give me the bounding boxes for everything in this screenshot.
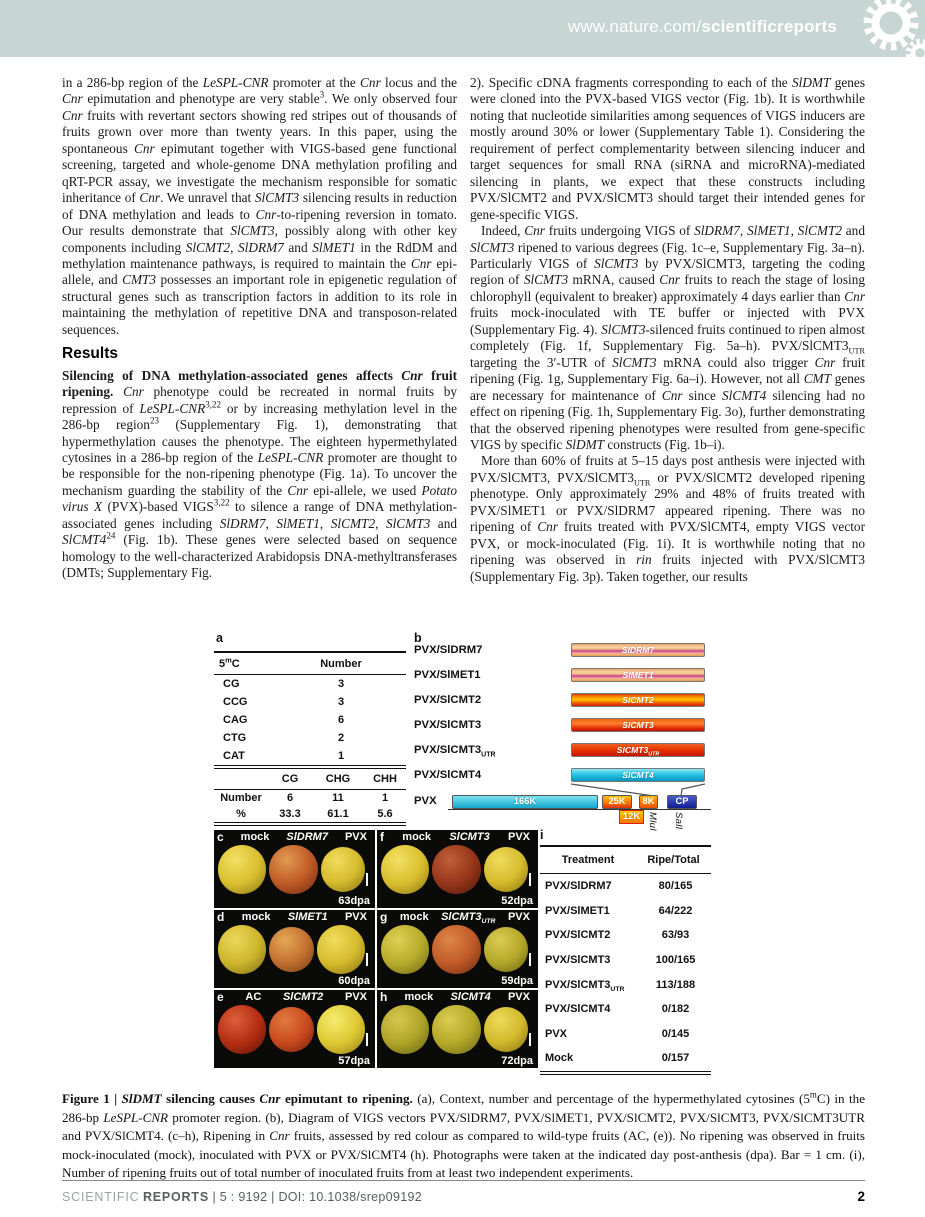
- table-header-row: [214, 653, 406, 674]
- tomato-photo: [317, 1005, 365, 1054]
- tomato-photo: [269, 927, 313, 972]
- table-row: % 33.3 61.1 5.6: [236, 808, 393, 820]
- tomato-photo: [381, 1005, 429, 1054]
- site-url: [568, 17, 837, 37]
- fruit-photo-grid: [214, 830, 538, 1068]
- scale-bar: [529, 873, 531, 886]
- methylation-context-table: [214, 651, 406, 826]
- genome-segment-8k: 8K: [639, 795, 658, 809]
- tomato-photo: [432, 845, 480, 894]
- journal-name-light: SCIENTIFIC: [62, 1190, 140, 1204]
- vector-insert-bar: SlDRM7: [571, 643, 705, 657]
- article-body: [62, 75, 865, 630]
- tomato-photo: [381, 845, 429, 894]
- dpa-label: 57dpa: [338, 1055, 370, 1067]
- table-row: CCG 3: [223, 696, 345, 708]
- figure-panel-d: d mock SlMET1 PVX 60dpa: [214, 910, 375, 988]
- genome-line: [448, 809, 711, 810]
- col-header-number: Number: [320, 657, 362, 670]
- genome-segment-166k: 166K: [452, 795, 598, 809]
- panel-i-label: i: [540, 828, 544, 842]
- table-row: Number 6 11 1: [220, 792, 389, 804]
- restriction-site-mlui: MluI: [647, 812, 658, 832]
- tomato-photo: [321, 847, 365, 892]
- tomato-photo: [218, 845, 266, 894]
- vector-insert-bar: SlCMT2: [571, 693, 705, 707]
- scale-bar: [366, 1033, 368, 1046]
- genome-segment-cp: CP: [667, 795, 697, 809]
- tomato-photo: [381, 925, 429, 974]
- body-paragraph: 2). Specific cDNA fragments corresponding to each of the SlDMT genes were cloned into the PVX-based VIGS vector (Fig. 1b). It is worthwhile noting that nucleotide similarities among sequences of VIGS inducers are mostly around 30% or lower (Supplementary Table 1). Considering the requirement of perfect complementarity between silencing inducer and target sequences for small RNA (siRNA and microRNA)-mediated silencing in plants, we expect that these constructs including PVX/SlCMT2 and PVX/SlCMT3 should target their intended genes for gene-specific VIGS.: [470, 75, 865, 222]
- results-heading: Results: [62, 345, 118, 363]
- panel-b-label: b: [414, 631, 422, 645]
- tomato-photo: [484, 927, 528, 972]
- figure-panel-h: h mock SlCMT4 PVX 72dpa: [377, 990, 538, 1068]
- genome-segment-25k: 25K: [602, 795, 632, 809]
- dpa-label: 72dpa: [501, 1055, 533, 1067]
- scale-bar: [366, 873, 368, 886]
- table-row: PVX/SlDRM7 80/165: [545, 880, 693, 893]
- table-row: Mock 0/157: [545, 1052, 690, 1065]
- col-header-5mc: 5$^m$C: [219, 654, 240, 670]
- tomato-photo: [269, 845, 317, 894]
- col-header-treatment: Treatment: [561, 854, 615, 866]
- table-row: PVX/SlCMT3 100/165: [545, 954, 696, 967]
- col-header-ripe-total: Ripe/Total: [647, 854, 700, 866]
- site-url-regular: www.nature.com/: [567, 17, 702, 36]
- vector-insert-bar: $SlCMT3_{UTR}$: [571, 743, 705, 757]
- table-row: PVX 0/145: [545, 1027, 690, 1040]
- vigs-vector-row: PVX/SlCMT4 SlCMT4: [414, 767, 711, 783]
- tomato-photo: [269, 1007, 313, 1052]
- body-paragraph: More than 60% of fruits at 5–15 days post anthesis were injected with PVX/SlCMT3, PVX/$SlCMT3_{UTR}$ or PVX/SlCMT2 developed ripening phenotype. Only approximately 29% and 48% of fruits treated with PVX/SlMET1 or PVX/SlDRM7 appeared ripening. There was no ripening of Cnr fruits treated with PVX/SlCMT4, empty VIGS vector PVX, or mock-inoculated (Fig. 1i). It is worthwhile noting that no ripening was observed in rin fruits injected with PVX/SlCMT3 (Supplementary Fig. 3p). Taken together, our results: [470, 453, 865, 584]
- vigs-vector-row: PVX/SlCMT3 SlCMT3: [414, 717, 711, 733]
- table-header-row: CG CHG CHH: [281, 773, 397, 785]
- ripening-results-table: [540, 845, 711, 1075]
- figure-caption: Figure 1 | SlDMT silencing causes Cnr epimutant to ripening. (a), Context, number and percentage of the hypermethylated cytosines (5$^m$C) in the 286-bp LeSPL-CNR promoter region. (b), Diagram of VIGS vectors PVX/SlDRM7, PVX/SlMET1, PVX/SlCMT2, PVX/SlCMT3, PVX/SlCMT3UTR and PVX/SlCMT4. (c–h), Ripening in Cnr fruits, assessed by red colour as compared to wild-type fruits (AC, (e)). No ripening was observed in fruits mock-inoculated (mock), inoculated with PVX or PVX/SlCMT4 (h). Photographs were taken at the indicated day post-anthesis (dpa). Bar = 1 cm. (i), Number of ripening fruits out of total number of inoculated fruits from at least two independent experiments.: [62, 1089, 866, 1181]
- genome-segment-12k: 12K: [619, 810, 644, 824]
- vector-insert-bar: SlCMT4: [571, 768, 705, 782]
- tomato-photo: [432, 925, 480, 974]
- right-column: [470, 75, 865, 630]
- body-paragraph: Silencing of DNA methylation-associated genes affects Cnr fruit ripening. Cnr phenotype could be recreated in normal fruits by repression of LeSPL-CNR$^{3,22}$ or by increasing methylation level in the 286-bp region$^{23}$ (Supplementary Fig. 1), demonstrating that hypermethylation causes the phenotype. The eighteen hypermethylated cytosines in a 286-bp region of the LeSPL-CNR promoter are thought to be responsible for the non-ripening phenotype (Fig. 1a). To uncover the mechanism guarding the stability of the Cnr epi-allele, we used Potato virus X (PVX)-based VIGS$^{3,22}$ to silence a range of DNA methylation-associated genes including SlDRM7, SlMET1, SlCMT2, SlCMT3 and $SlCMT4^{24}$ (Fig. 1b). These genes were selected based on sequence homology to the well-characterized Arabidopsis DNA-methyltransferases (DMTs; Supplementary Fig.: [62, 367, 458, 581]
- table-row: CG 3: [223, 678, 345, 690]
- table-row: PVX/SlCMT2 63/93: [545, 929, 690, 942]
- table-row: PVX/$SlCMT3_{UTR}$ 113/188: [545, 978, 696, 993]
- vigs-vector-row: PVX/SlCMT2 SlCMT2: [414, 692, 711, 708]
- figure-panel-e: e AC SlCMT2 PVX 57dpa: [214, 990, 375, 1068]
- table-header-row: [540, 847, 711, 873]
- small-gear-icon: [909, 42, 925, 58]
- footer-citation: [62, 1190, 422, 1204]
- vigs-vector-row: PVX/$SlCMT3_{UTR}$ $SlCMT3_{UTR}$: [414, 742, 711, 758]
- header-bar: [0, 0, 925, 57]
- tomato-photo: [432, 1005, 480, 1054]
- table-row: CTG 2: [223, 732, 345, 744]
- table-row: PVX/SlCMT4 0/182: [545, 1003, 690, 1016]
- site-url-bold: scientificreports: [701, 17, 837, 36]
- vector-insert-bar: SlMET1: [571, 668, 705, 682]
- table-row: CAT 1: [223, 750, 345, 762]
- figure-panel-g: g mock $SlCMT3_{UTR}$ PVX 59dpa: [377, 910, 538, 988]
- table-row: CAG 6: [223, 714, 345, 726]
- dpa-label: 60dpa: [338, 975, 370, 987]
- figure-panel-f: f mock SlCMT3 PVX 52dpa: [377, 830, 538, 908]
- tomato-photo: [218, 925, 266, 974]
- left-column: [62, 75, 457, 630]
- scale-bar: [366, 953, 368, 966]
- tomato-photo: [317, 925, 365, 974]
- vigs-vector-row: PVX/SlDRM7 SlDRM7: [414, 642, 711, 658]
- vector-insert-bar: SlCMT3: [571, 718, 705, 732]
- pvx-genome-label: PVX: [414, 795, 437, 807]
- body-paragraph: in a 286-bp region of the LeSPL-CNR promoter at the Cnr locus and the Cnr epimutation and phenotype are very stable$^3$. We only observed four Cnr fruits with revertant sectors showing red stripes out of thousands of fruits grown over more than twenty years. In this paper, using the spontaneous Cnr epimutant together with VIGS-based gene functional screening, targeted and whole-genome DNA methylation profiling and qRT-PCR assay, we investigate the mechanism responsible for somatic inheritance of Cnr. We unravel that SlCMT3 silencing results in reduction of DNA methylation and leads to Cnr-to-ripening reversion in tomato. Our results demonstrate that SlCMT3, possibly along with other key components including SlCMT2, SlDRM7 and SlMET1 in the RdDM and methylation maintenance pathways, is required to maintain the Cnr epi-allele, and CMT3 possesses an important role in epigenetic regulation of structural genes such as transcription factors in addition to its role in maintaining the methylation of repetitive DNA and transposon-related sequences.: [62, 75, 458, 337]
- page-footer: [62, 1180, 865, 1204]
- dpa-label: 59dpa: [501, 975, 533, 987]
- citation-text: | 5 : 9192 | DOI: 10.1038/srep09192: [212, 1190, 422, 1204]
- dpa-label: 52dpa: [501, 895, 533, 907]
- figure-panel-c: c mock SlDRM7 PVX 63dpa: [214, 830, 375, 908]
- restriction-site-sali: SalI: [673, 812, 684, 830]
- figure-panel-b: [414, 632, 711, 830]
- tomato-photo: [484, 847, 528, 892]
- scale-bar: [529, 1033, 531, 1046]
- scale-bar: [529, 953, 531, 966]
- panel-a-label: a: [216, 631, 223, 645]
- vigs-vector-row: PVX/SlMET1 SlMET1: [414, 667, 711, 683]
- page-number: 2: [857, 1189, 865, 1204]
- tomato-photo: [218, 1005, 266, 1054]
- dpa-label: 63dpa: [338, 895, 370, 907]
- gear-icon: [829, 0, 925, 57]
- figure-1: [214, 632, 711, 1077]
- journal-name-bold: REPORTS: [142, 1190, 209, 1204]
- body-paragraph: Indeed, Cnr fruits undergoing VIGS of SlDRM7, SlMET1, SlCMT2 and SlCMT3 ripened to various degrees (Fig. 1c–e, Supplementary Fig. 3a–n). Particularly VIGS of SlCMT3 by PVX/SlCMT3, targeting the coding region of SlCMT3 mRNA, caused Cnr fruits to reach the stage of losing chlorophyll (equivalent to breaker) approximately 4 days earlier than Cnr fruits mock-inoculated with TE buffer or injected with PVX (Supplementary Fig. 4). SlCMT3-silenced fruits continued to ripen almost completely (Fig. 1f, Supplementary Fig. 5a–h). PVX/$SlCMT3_{UTR}$ targeting the 3′-UTR of SlCMT3 mRNA could also trigger Cnr fruit ripening (Fig. 1g, Supplementary Fig. 6a–i). However, not all CMT genes are necessary for maintenance of Cnr since SlCMT4 silencing had no effect on ripening (Fig. 1h, Supplementary Fig. 3o), further demonstrating that the observed ripening phenotypes were resulted from gene-specific VIGS by specific SlDMT constructs (Fig. 1b–i).: [470, 223, 865, 452]
- tomato-photo: [484, 1007, 528, 1052]
- table-row: PVX/SlMET1 64/222: [545, 904, 693, 917]
